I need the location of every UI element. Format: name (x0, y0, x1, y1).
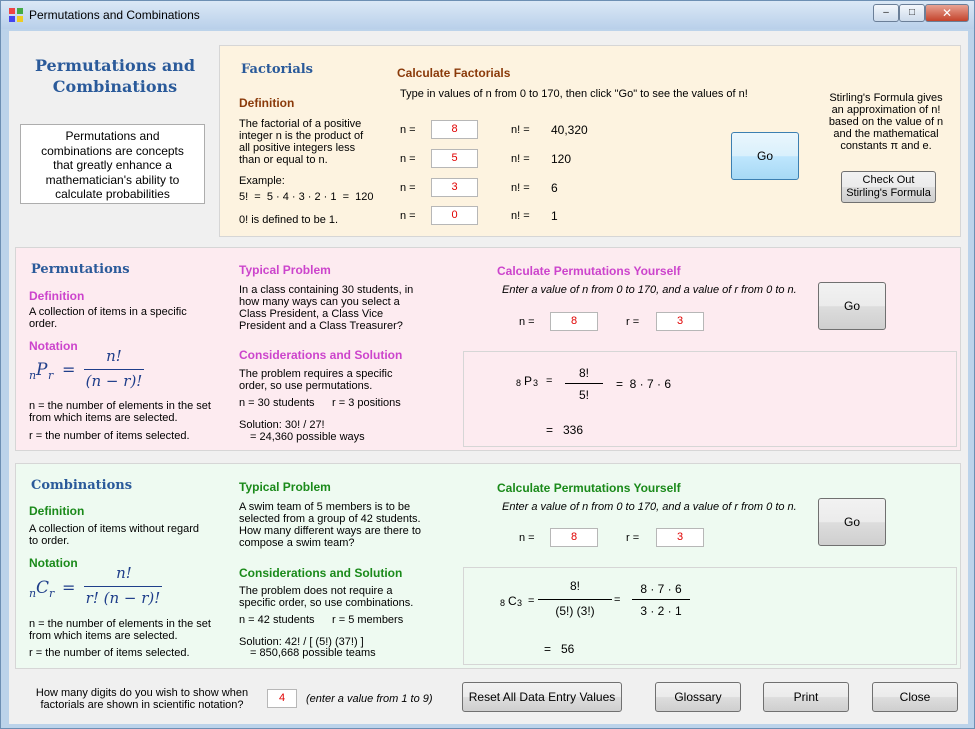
perm-consid (239, 368, 392, 392)
perm-res-pre: 8 (516, 378, 522, 388)
comb-res-pre: 8 (500, 598, 506, 608)
def-line: than or equal to n. (239, 154, 328, 166)
comb-notation-heading: Notation (29, 556, 78, 570)
perm-definition-heading: Definition (29, 289, 85, 303)
perm-formula-den: (n − r)! (85, 372, 143, 390)
print-button[interactable]: Print (763, 682, 849, 712)
def-line: to order. (29, 535, 70, 547)
perm-note-r: r = the number of items selected. (29, 430, 190, 442)
typical-line: President and a Class Treasurer? (239, 320, 403, 332)
permutations-title: Permutations (31, 262, 130, 277)
perm-note-n (29, 400, 211, 424)
app-icon (9, 8, 23, 22)
stirling-line: an approximation of n! (831, 104, 941, 116)
comb-r-label: r = (626, 532, 640, 544)
n-input-1[interactable]: 8 (431, 120, 478, 139)
n-input-4[interactable]: 0 (431, 206, 478, 225)
def-line: A collection of items without regard (29, 523, 199, 535)
client-area (9, 31, 968, 724)
combinations-title: Combinations (31, 478, 133, 493)
perm-typical-problem (239, 284, 413, 332)
perm-res-expand: = 8 · 7 · 6 (616, 377, 672, 391)
n-factorial-result-4: 1 (551, 209, 558, 223)
comb-formula-num: n! (116, 564, 132, 582)
perm-res-final: = 336 (546, 423, 584, 437)
perm-calc-heading: Calculate Permutations Yourself (497, 264, 681, 278)
intro-line: combinations are concepts (41, 143, 184, 158)
perm-r-positions: r = 3 positions (332, 397, 401, 409)
comb-res-letter: C (508, 594, 517, 608)
n-label: n = (400, 182, 416, 194)
page-title-line2: Combinations (52, 77, 178, 96)
perm-go-button[interactable]: Go (818, 282, 886, 330)
note-line: from which items are selected. (29, 412, 178, 424)
digits-prompt (27, 687, 257, 711)
comb-n-students: n = 42 students (239, 614, 315, 626)
def-line: all positive integers less (239, 142, 356, 154)
perm-n-students: n = 30 students (239, 397, 315, 409)
perm-res-den: 5! (578, 388, 589, 402)
consid-line: specific order, so use combinations. (239, 597, 414, 609)
n-factorial-label: n! = (511, 124, 530, 136)
comb-res-num: 8! (569, 579, 580, 593)
perm-res-letter: P (524, 374, 533, 388)
def-line: integer n is the product of (239, 130, 364, 142)
stirling-btn-line: Stirling's Formula (846, 187, 931, 199)
n-factorial-label: n! = (511, 210, 530, 222)
perm-formula-num: n! (106, 347, 122, 365)
comb-consid (239, 585, 413, 609)
comb-n-label: n = (519, 532, 535, 544)
perm-res-sub: 3 (533, 378, 539, 388)
comb-solution-1: Solution: 42! / [ (5!) (37!) ] (239, 636, 364, 648)
calc-factorials-instruction: Type in values of n from 0 to 170, then click "Go" to see the values of n! (400, 88, 748, 100)
perm-res-num: 8! (578, 366, 589, 380)
consid-line: The problem requires a specific (239, 368, 393, 380)
calc-factorials-heading: Calculate Factorials (397, 66, 511, 80)
perm-calc-instruction: Enter a value of n from 0 to 170, and a value of r from 0 to n. (502, 284, 797, 296)
perm-r-input[interactable]: 3 (656, 312, 704, 331)
glossary-button[interactable]: Glossary (655, 682, 741, 712)
factorial-example-label: Example: (239, 175, 285, 187)
perm-formula-bar (84, 369, 144, 370)
perm-definition (29, 306, 187, 330)
maximize-button[interactable]: □ (899, 4, 925, 22)
perm-typical-heading: Typical Problem (239, 263, 331, 277)
comb-typical-heading: Typical Problem (239, 480, 331, 494)
title-bar (1, 1, 974, 29)
comb-result-box (463, 567, 957, 665)
digits-prompt-line: How many digits do you wish to show when (35, 687, 249, 699)
intro-line: calculate probabilities (55, 187, 170, 201)
comb-definition-heading: Definition (29, 504, 85, 518)
perm-n-label: n = (519, 316, 535, 328)
factorials-go-button[interactable]: Go (731, 132, 799, 180)
perm-solution-1: Solution: 30! / 27! (239, 419, 325, 431)
comb-res-den2: 3 · 2 · 1 (640, 604, 682, 618)
stirling-formula-button[interactable] (841, 171, 936, 203)
page-title-line1: Permutations and (34, 56, 196, 75)
comb-res-den: (5!) (3!) (555, 604, 595, 618)
comb-solution-2: = 850,668 possible teams (250, 647, 376, 659)
n-factorial-label: n! = (511, 182, 530, 194)
stirling-line: Stirling's Formula gives (829, 92, 943, 104)
comb-r-input[interactable]: 3 (656, 528, 704, 547)
comb-res-bar2 (632, 599, 690, 600)
comb-res-num2: 8 · 7 · 6 (640, 582, 682, 596)
consid-line: The problem does not require a (239, 585, 393, 597)
comb-go-button[interactable]: Go (818, 498, 886, 546)
typical-line: How many different ways are there to (239, 525, 421, 537)
permutations-panel (15, 247, 961, 451)
factorial-zero-note: 0! is defined to be 1. (239, 214, 339, 226)
digits-hint: (enter a value from 1 to 9) (306, 693, 433, 705)
n-factorial-result-2: 120 (551, 152, 572, 166)
def-line: The factorial of a positive (239, 118, 362, 130)
comb-note-r: r = the number of items selected. (29, 647, 190, 659)
comb-definition (29, 523, 199, 547)
consid-line: order, so use permutations. (239, 380, 373, 392)
comb-res-eq: = (528, 595, 535, 607)
perm-n-input[interactable]: 8 (550, 312, 598, 331)
perm-notation-heading: Notation (29, 339, 78, 353)
comb-consid-heading: Considerations and Solution (239, 566, 403, 580)
n-input-3[interactable]: 3 (431, 178, 478, 197)
comb-typical-problem (239, 501, 421, 549)
note-line: from which items are selected. (29, 630, 178, 642)
n-factorial-result-1: 40,320 (551, 123, 588, 137)
n-factorial-result-3: 6 (551, 181, 558, 195)
stirling-line: and the mathematical (833, 128, 939, 140)
perm-solution-2: = 24,360 possible ways (250, 431, 365, 443)
comb-formula-bar (84, 586, 162, 587)
close-button[interactable]: Close (872, 682, 958, 712)
page-title (9, 55, 221, 97)
stirling-line: based on the value of n (828, 116, 944, 128)
intro-line: that greatly enhance a (53, 158, 172, 172)
reset-all-button[interactable]: Reset All Data Entry Values (462, 682, 622, 712)
perm-result-box (463, 351, 957, 447)
n-input-2[interactable]: 5 (431, 149, 478, 168)
comb-res-sub: 3 (517, 598, 523, 608)
stirling-description (816, 92, 956, 152)
typical-line: Class President, a Class Vice (239, 308, 384, 320)
comb-calc-heading: Calculate Permutations Yourself (497, 481, 681, 495)
note-line: n = the number of elements in the set (29, 400, 211, 412)
intro-description (20, 124, 205, 204)
typical-line: compose a swim team? (239, 537, 355, 549)
comb-res-bar (538, 599, 612, 600)
factorials-panel (219, 45, 961, 237)
digits-input[interactable]: 4 (267, 689, 297, 708)
note-line: n = the number of elements in the set (29, 618, 211, 630)
intro-line: mathematician's ability to (45, 172, 180, 187)
n-label: n = (400, 153, 416, 165)
comb-formula-den: r! (n − r)! (85, 589, 161, 607)
close-window-button[interactable]: ✕ (925, 4, 969, 22)
comb-res-eq2: = (614, 594, 621, 606)
perm-res-eq: = (546, 375, 553, 387)
perm-consid-heading: Considerations and Solution (239, 348, 403, 362)
typical-line: how many ways can you select a (239, 296, 400, 308)
comb-formula-sub: r (49, 587, 55, 600)
comb-note-n (29, 618, 211, 642)
n-label: n = (400, 124, 416, 136)
stirling-btn-line: Check Out (862, 174, 915, 186)
factorials-definition-heading: Definition (239, 96, 295, 110)
comb-formula-prefix: n (29, 587, 37, 600)
comb-r-members: r = 5 members (332, 614, 404, 626)
intro-line: Permutations and (65, 129, 160, 143)
comb-formula-letter: C (36, 578, 50, 598)
perm-formula-letter: P (36, 360, 48, 380)
factorials-title: Factorials (241, 62, 314, 77)
typical-line: selected from a group of 42 students. (239, 513, 421, 525)
factorial-example-expr: 5! = 5 · 4 · 3 · 2 · 1 = 120 (239, 191, 374, 203)
window-title: Permutations and Combinations (29, 8, 200, 22)
perm-formula-sub: r (48, 369, 54, 382)
stirling-line: constants π and e. (840, 140, 932, 152)
comb-res-final: = 56 (544, 642, 575, 656)
n-factorial-label: n! = (511, 153, 530, 165)
typical-line: A swim team of 5 members is to be (239, 501, 411, 513)
n-label: n = (400, 210, 416, 222)
comb-n-input[interactable]: 8 (550, 528, 598, 547)
typical-line: In a class containing 30 students, in (239, 284, 414, 296)
perm-res-bar (565, 383, 603, 384)
factorials-definition (239, 118, 379, 166)
perm-formula-eq: = (62, 360, 76, 379)
combinations-panel (15, 463, 961, 669)
perm-formula-prefix: n (29, 369, 37, 382)
comb-calc-instruction: Enter a value of n from 0 to 170, and a value of r from 0 to n. (502, 501, 797, 513)
digits-prompt-line: factorials are shown in scientific notation? (40, 699, 244, 711)
def-line: A collection of items in a specific (29, 306, 187, 318)
minimize-button[interactable]: ‒ (873, 4, 899, 22)
comb-formula-eq: = (62, 578, 76, 597)
def-line: order. (29, 318, 58, 330)
perm-r-label: r = (626, 316, 640, 328)
